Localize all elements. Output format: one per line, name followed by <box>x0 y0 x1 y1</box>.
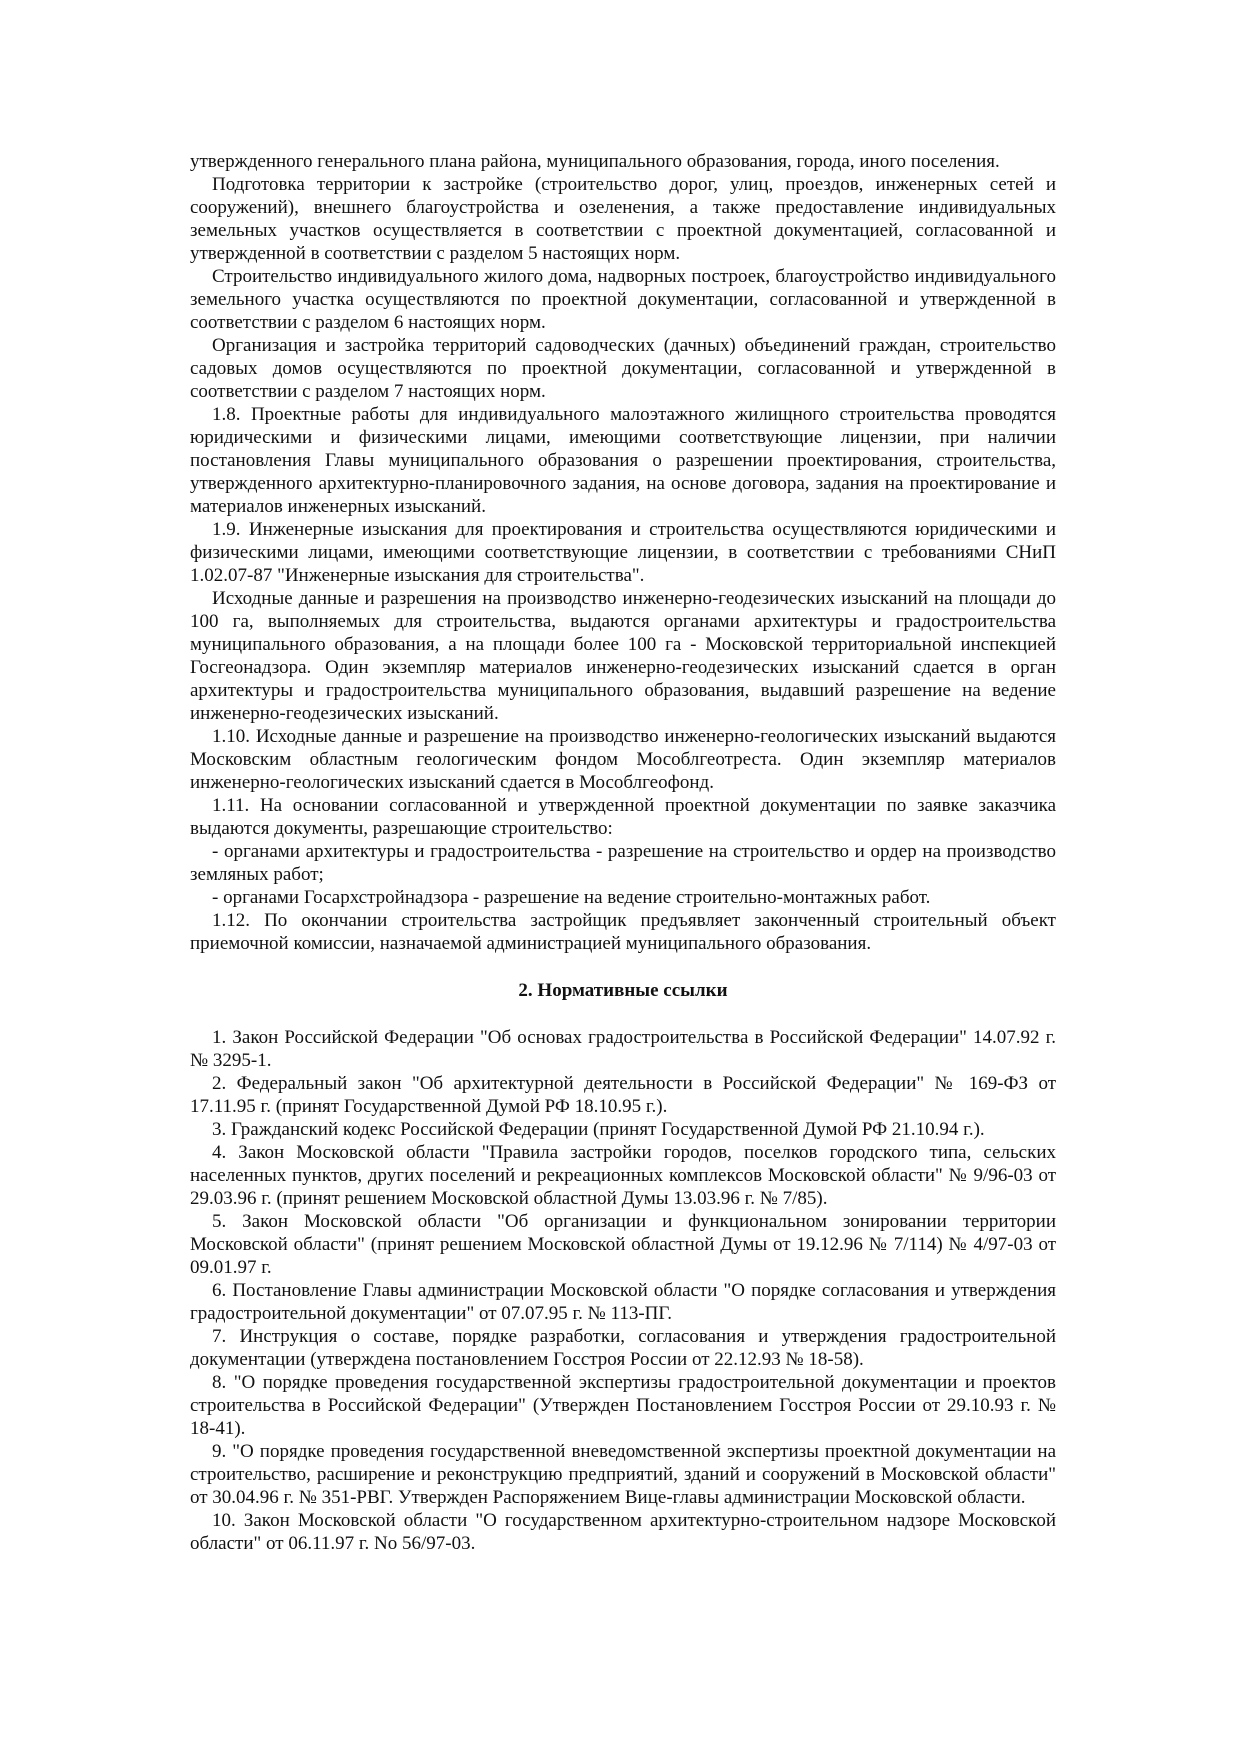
reference-item: 9. "О порядке проведения государственной вневедомственной экспертизы проектной документации на строительство, расширение и реконструкцию предприятий, зданий и сооружений в Московской области" от 30.04.96 г. № 351-РВГ. Утвержден Распоряжением Вице-главы администрации Московской области. <box>190 1441 1056 1508</box>
paragraph: 1.12. По окончании строительства застройщик предъявляет законченный строительный объект приемочной комиссии, назначаемой администрацией муниципального образования. <box>190 910 1056 954</box>
paragraph: Подготовка территории к застройке (строительство дорог, улиц, проездов, инженерных сетей и сооружений), внешнего благоустройства и озеленения, а также предоставление индивидуальных земельных участков осуществляется в соответствии с проектной документацией, согласованной и утвержденной в соответствии с разделом 5 настоящих норм. <box>190 174 1056 264</box>
reference-item: 3. Гражданский кодекс Российской Федерации (принят Государственной Думой РФ 21.10.94 г.). <box>212 1119 985 1140</box>
reference-item: 1. Закон Российской Федерации "Об основах градостроительства в Российской Федерации" 14.07.92 г. № 3295-1. <box>190 1027 1056 1071</box>
paragraph: 1.9. Инженерные изыскания для проектирования и строительства осуществляются юридическими и физическими лицами, имеющими соответствующие лицензии, в соответствии с требованиями СНиП 1.02.07-87 "Инженерные изыскания для строительства". <box>190 519 1056 586</box>
paragraph: утвержденного генерального плана района, муниципального образования, города, иного поселения. <box>190 151 1000 172</box>
paragraph: Строительство индивидуального жилого дома, надворных построек, благоустройство индивидуального земельного участка осуществляются по проектной документации, согласованной и утвержденной в соответствии с разделом 6 настоящих норм. <box>190 266 1056 333</box>
reference-item: 4. Закон Московской области "Правила застройки городов, поселков городского типа, сельских населенных пунктов, других поселений и рекреационных комплексов Московской области" № 9/96-03 от 29.03.96 г. (принят решением Московской областной Думы 13.03.96 г. № 7/85). <box>190 1142 1056 1209</box>
paragraph: - органами архитектуры и градостроительства - разрешение на строительство и ордер на производство земляных работ; <box>190 841 1056 885</box>
paragraph: Организация и застройка территорий садоводческих (дачных) объединений граждан, строительство садовых домов осуществляются по проектной документации, согласованной и утвержденной в соответствии с разделом 7 настоящих норм. <box>190 335 1056 402</box>
reference-item: 5. Закон Московской области "Об организации и функциональном зонировании территории Московской области" (принят решением Московской областной Думы от 19.12.96 № 7/114) № 4/97-03 от 09.01.97 г. <box>190 1211 1056 1278</box>
paragraph: 1.10. Исходные данные и разрешение на производство инженерно-геологических изысканий выдаются Московским областным геологическим фондом Мособлгеотреста. Один экземпляр материалов инженерно-геологических изысканий сдается в Мособлгеофонд. <box>190 726 1056 793</box>
section-heading: 2. Нормативные ссылки <box>518 980 728 1001</box>
reference-item: 2. Федеральный закон "Об архитектурной деятельности в Российской Федерации" № 169-ФЗ от 17.11.95 г. (принят Государственной Думой РФ 18.10.95 г.). <box>190 1073 1056 1117</box>
reference-item: 8. "О порядке проведения государственной экспертизы градостроительной документации и проектов строительства в Российской Федерации" (Утвержден Постановлением Госстроя России от 29.10.93 г. № 18-41). <box>190 1372 1056 1439</box>
paragraph: - органами Госархстройнадзора - разрешение на ведение строительно-монтажных работ. <box>212 887 931 908</box>
paragraph: Исходные данные и разрешения на производство инженерно-геодезических изысканий на площади до 100 га, выполняемых для строительства, выдаются органами архитектуры и градостроительства муниципального образования, а на площади более 100 га - Московской территориальной инспекцией Госгеонадзора. Один экземпляр материалов инженерно-геодезических изысканий сдается в орган архитектуры и градостроительства муниципального образования, выдавший разрешение на ведение инженерно-геодезических изысканий. <box>190 588 1056 724</box>
normative-references-list <box>190 1026 1056 1555</box>
reference-item: 10. Закон Московской области "О государственном архитектурно-строительном надзоре Московской области" от 06.11.97 г. No 56/97-03. <box>190 1510 1056 1554</box>
section-1-body <box>190 150 1056 955</box>
reference-item: 7. Инструкция о составе, порядке разработки, согласования и утверждения градостроительной документации (утверждена постановлением Госстроя России от 22.12.93 № 18-58). <box>190 1326 1056 1370</box>
paragraph: 1.11. На основании согласованной и утвержденной проектной документации по заявке заказчика выдаются документы, разрешающие строительство: <box>190 795 1056 839</box>
document-page <box>190 150 1056 1555</box>
paragraph: 1.8. Проектные работы для индивидуального малоэтажного жилищного строительства проводятся юридическими и физическими лицами, имеющими соответствующие лицензии, при наличии постановления Главы муниципального образования о разрешении проектирования, строительства, утвержденного архитектурно-планировочного задания, на основе договора, задания на проектирование и материалов инженерных изысканий. <box>190 404 1056 517</box>
reference-item: 6. Постановление Главы администрации Московской области "О порядке согласования и утверждения градостроительной документации" от 07.07.95 г. № 113-ПГ. <box>190 1280 1056 1324</box>
